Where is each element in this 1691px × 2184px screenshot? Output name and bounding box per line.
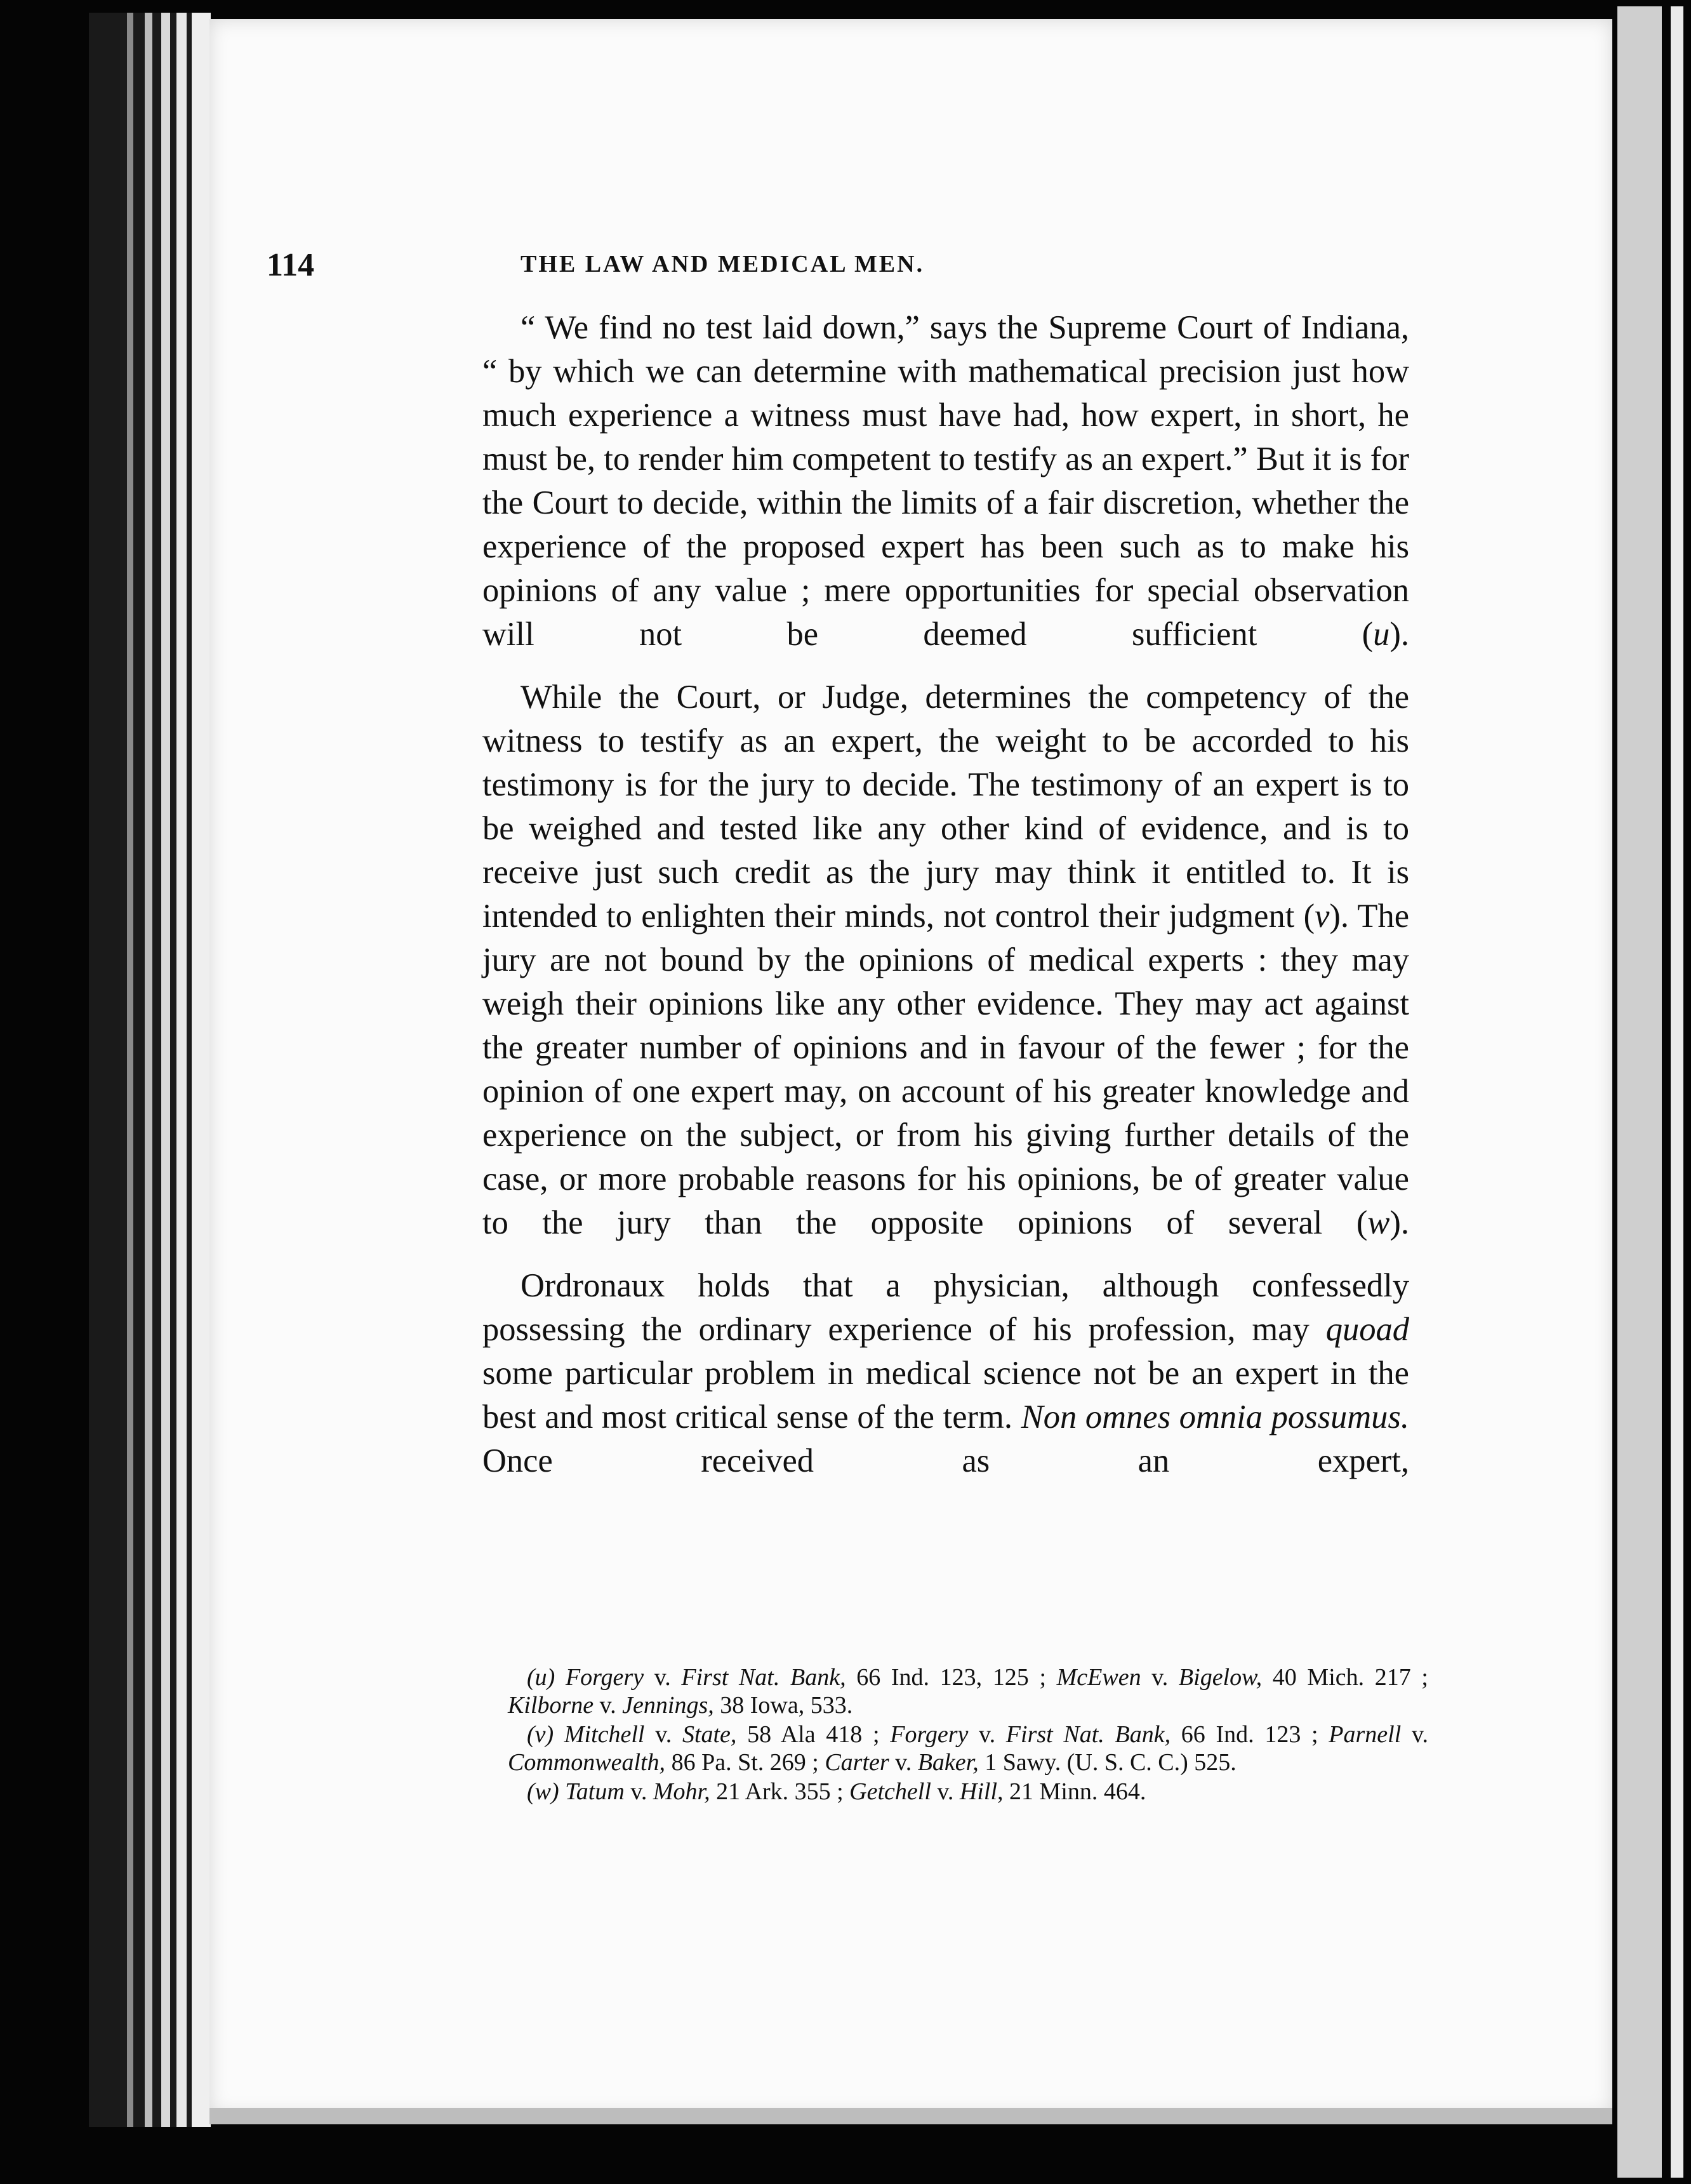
facing-page-edge (1617, 0, 1691, 2184)
case-name: Hill, (959, 1778, 1004, 1805)
case-name: Tatum (565, 1778, 625, 1805)
italic-text: quoad (1325, 1311, 1409, 1348)
body-paragraph (482, 676, 1409, 1245)
case-name: Jennings, (622, 1692, 714, 1719)
case-name: Mitchell (564, 1721, 645, 1748)
body-text (482, 306, 1409, 1502)
citation-text: v. (644, 1721, 682, 1748)
citation-text: 38 Iowa, 533. (713, 1692, 853, 1719)
page-number: 114 (267, 247, 315, 283)
citation-text: v. (624, 1778, 653, 1805)
citation-text: v. (1401, 1721, 1428, 1748)
case-name: Bigelow, (1178, 1664, 1263, 1691)
case-name: First Nat. Bank, (681, 1664, 846, 1691)
case-name: (u) (527, 1664, 566, 1691)
case-name: Mohr, (653, 1778, 710, 1805)
case-name: Commonwealth, (508, 1749, 666, 1776)
case-name: Baker, (917, 1749, 979, 1776)
text-run: Once received as an expert, (482, 1442, 1409, 1479)
book-page-edges (89, 13, 216, 2127)
footnote (508, 1721, 1428, 1776)
page-header (267, 246, 1219, 291)
body-paragraph (482, 1264, 1409, 1483)
citation-text: 40 Mich. 217 ; (1262, 1664, 1428, 1691)
footnote (508, 1778, 1428, 1806)
footnote (508, 1663, 1428, 1719)
text-run: While the Court, or Judge, determines the competency of the witness to testify as an expert, the weight to be accorded to his testimony is for the jury to decide. The testimony of an expert is to be weighed and tested like any other kind of evidence, and is to receive just such credit as the jury may think it entitled to. It is intended to enlighten their minds, not control their judgment ( (482, 679, 1409, 935)
citation-text: 58 Ala 418 ; (736, 1721, 891, 1748)
italic-text: v (1315, 898, 1330, 935)
citation-text: v. (594, 1692, 623, 1719)
text-run: ). (1389, 616, 1409, 653)
case-name: First Nat. Bank, (1005, 1721, 1171, 1748)
case-name: Parnell (1329, 1721, 1402, 1748)
case-name: Getchell (849, 1778, 931, 1805)
italic-text: Non omnes omnia possumus. (1021, 1399, 1409, 1435)
citation-text: 21 Minn. 464. (1003, 1778, 1146, 1805)
italic-text: u (1373, 616, 1390, 653)
text-run: “ We find no test laid down,” says the Supreme Court of Indiana, “ by which we can determine with mathematical precision just how much experience a witness must have had, how expert, in short, he must be, to render him competent to testify as an expert.” But it is for the Court to decide, within the limits of a fair discretion, whether the experience of the proposed expert has been such as to make his opinions of any value ; mere opportunities for special observation will not be deemed sufficient ( (482, 309, 1409, 653)
citation-text: 86 Pa. St. 269 ; (665, 1749, 825, 1776)
case-name: McEwen (1056, 1664, 1141, 1691)
case-name: (w) (527, 1778, 566, 1805)
citation-text: v. (931, 1778, 960, 1805)
citation-text: 21 Ark. 355 ; (710, 1778, 850, 1805)
body-paragraph (482, 306, 1409, 656)
case-name: Forgery (890, 1721, 969, 1748)
case-name: Kilborne (508, 1692, 594, 1719)
case-name: Carter (825, 1749, 889, 1776)
citation-text: 66 Ind. 123 ; (1170, 1721, 1329, 1748)
page-bottom-edge (209, 2108, 1612, 2124)
text-run: Ordronaux holds that a physician, although confessedly possessing the ordinary experience of his profession, may (482, 1267, 1409, 1348)
italic-text: w (1367, 1204, 1390, 1241)
text-run: ). The jury are not bound by the opinions of medical experts : they may weigh their opinions like any other evidence. They may act against the greater number of opinions and in favour of the fewer ; for the opinion of one expert may, on account of his greater knowledge and experience on the subject, or from his giving further details of the case, or more probable reasons for his opinions, be of greater value to the jury than the opposite opinions of several ( (482, 898, 1409, 1241)
case-name: Forgery (565, 1664, 644, 1691)
case-name: State, (682, 1721, 737, 1748)
citation-text: v. (1141, 1664, 1179, 1691)
running-head: THE LAW AND MEDICAL MEN. (521, 251, 925, 277)
footnotes (508, 1663, 1428, 1807)
citation-text: v. (968, 1721, 1006, 1748)
citation-text: v. (644, 1664, 682, 1691)
citation-text: v. (889, 1749, 918, 1776)
citation-text: 1 Sawy. (U. S. C. C.) 525. (978, 1749, 1237, 1776)
text-run: some particular problem in medical science not be an expert in the best and most critical sense of the term. (482, 1355, 1409, 1435)
citation-text: 66 Ind. 123, 125 ; (846, 1664, 1057, 1691)
text-run: ). (1389, 1204, 1409, 1241)
case-name: (v) (527, 1721, 564, 1748)
